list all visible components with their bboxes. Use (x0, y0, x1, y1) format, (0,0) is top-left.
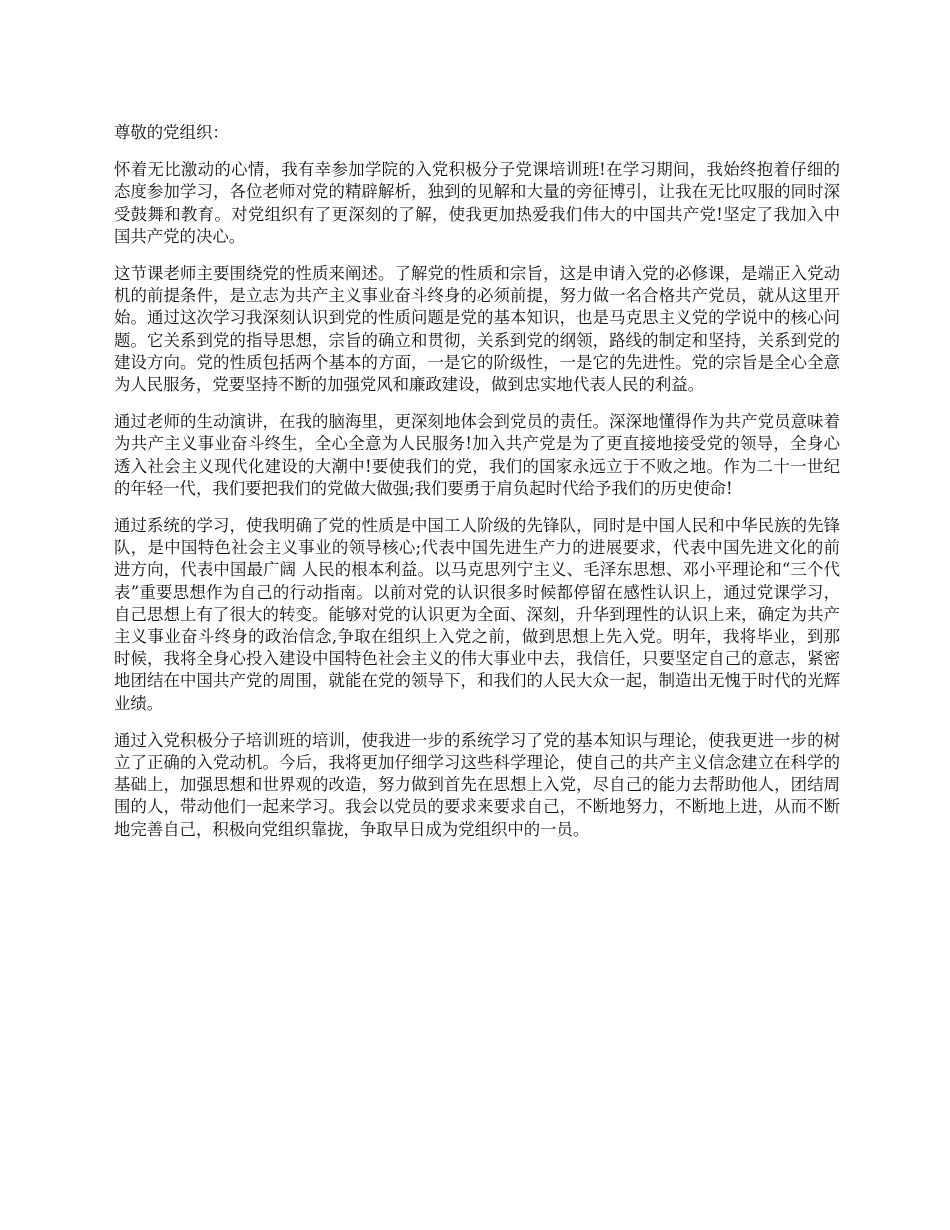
letter-body (114, 122, 840, 856)
paragraph-3: 通过老师的生动演讲，在我的脑海里，更深刻地体会到党员的责任。深深地懂得作为共产党员意味着为共产主义事业奋斗终生，全心全意为人民服务!加入共产党是为了更直接地接受党的领导，全身心透入社会主义现代化建设的大潮中!要使我们的党，我们的国家永远立于不败之地。作为二十一世纪的年轻一代，我们要把我们的党做大做强;我们要勇于肩负起时代给予我们的历史使命! (114, 412, 840, 498)
paragraph-4: 通过系统的学习，使我明确了党的性质是中国工人阶级的先锋队，同时是中国人民和中华民族的先锋队，是中国特色社会主义事业的领导核心;代表中国先进生产力的进展要求，代表中国先进文化的前进方向，代表中国最广阔 人民的根本利益。以马克思列宁主义、毛泽东思想、邓小平理论和“三个代表”重要思想作为自己的行动指南。以前对党的认识很多时候都停留在感性认识上，通过党课学习，自己思想上有了很大的转变。能够对党的认识更为全面、深刻，升华到理性的认识上来，确定为共产主义事业奋斗终身的政治信念,争取在组织上入党之前，做到思想上先入党。明年，我将毕业，到那时候，我将全身心投入建设中国特色社会主义的伟大事业中去，我信任，只要坚定自己的意志，紧密地团结在中国共产党的周围，就能在党的领导下，和我们的人民大众一起，制造出无愧于时代的光辉业绩。 (114, 516, 840, 713)
paragraph-2: 这节课老师主要围绕党的性质来阐述。了解党的性质和宗旨，这是申请入党的必修课，是端正入党动机的前提条件，是立志为共产主义事业奋斗终身的必须前提，努力做一名合格共产党员，就从这里开始。通过这次学习我深刻认识到党的性质问题是党的基本知识，也是马克思主义党的学说中的核心问题。它关系到党的指导思想，宗旨的确立和贯彻，关系到党的纲领，路线的制定和坚持，关系到党的建设方向。党的性质包括两个基本的方面，一是它的阶级性，一是它的先进性。党的宗旨是全心全意为人民服务，党要坚持不断的加强党风和廉政建设，做到忠实地代表人民的利益。 (114, 264, 840, 395)
paragraph-5: 通过入党积极分子培训班的培训，使我进一步的系统学习了党的基本知识与理论，使我更进一步的树立了正确的入党动机。今后，我将更加仔细学习这些科学理论，使自己的共产主义信念建立在科学的基础上，加强思想和世界观的改造，努力做到首先在思想上入党，尽自己的能力去帮助他人，团结周围的人，带动他们一起来学习。我会以党员的要求来要求自己，不断地努力，不断地上进，从而不断地完善自己，积极向党组织靠拢，争取早日成为党组织中的一员。 (114, 730, 840, 839)
salutation: 尊敬的党组织： (114, 123, 229, 142)
paragraph-1: 怀着无比激动的心情，我有幸参加学院的入党积极分子党课培训班!在学习期间，我始终抱着仔细的态度参加学习，各位老师对党的精辟解析，独到的见解和大量的旁征博引，让我在无比叹服的同时深受鼓舞和教育。对党组织有了更深刻的了解，使我更加热爱我们伟大的中国共产党!坚定了我加入中国共产党的决心。 (114, 160, 840, 246)
